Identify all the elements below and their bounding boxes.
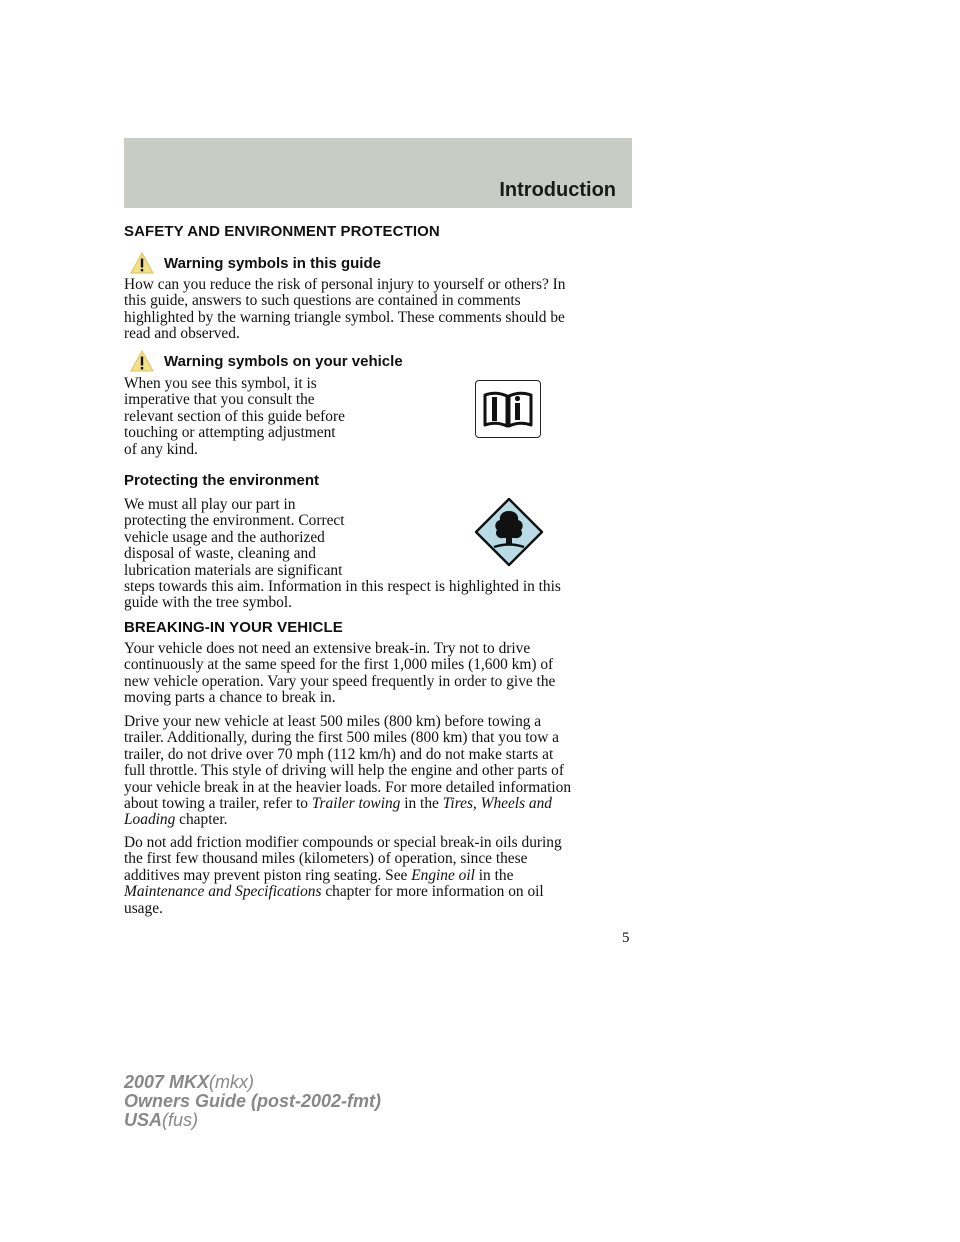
warning-guide-title: Warning symbols in this guide xyxy=(164,254,381,272)
text-line: Drive your new vehicle at least 500 miles (800 km) before towing a xyxy=(124,713,542,730)
warning-triangle-icon xyxy=(130,252,154,274)
breakin-para-2 xyxy=(124,714,624,829)
text-line xyxy=(124,884,624,900)
page-number: 5 xyxy=(622,930,630,946)
text-line: read and observed. xyxy=(124,325,240,343)
text-line: vehicle usage and the authorized xyxy=(124,528,325,546)
text-line xyxy=(124,812,624,828)
text-line xyxy=(124,796,624,812)
text-run: chapter for more information on oil xyxy=(321,883,544,901)
environment-body xyxy=(124,497,624,612)
text-line: the first few thousand miles (kilometers) of operation, since these xyxy=(124,850,528,868)
text-line: of any kind. xyxy=(124,440,198,458)
text-line: relevant section of this guide before xyxy=(124,407,345,425)
text-line: moving parts a chance to break in. xyxy=(124,689,336,707)
environment-title: Protecting the environment xyxy=(124,472,320,489)
text-line: imperative that you consult the xyxy=(124,391,315,409)
owner-manual-book-icon xyxy=(475,380,541,438)
warning-guide-body xyxy=(124,277,624,343)
text-line: protecting the environment. Correct xyxy=(124,512,345,530)
text-run: about towing a trailer, refer to xyxy=(124,795,312,813)
text-run: in the xyxy=(400,795,443,813)
text-line: Your vehicle does not need an extensive break-in. Try not to drive xyxy=(124,640,531,657)
footer-line-3 xyxy=(124,1111,381,1130)
document-footer xyxy=(124,1073,381,1130)
trailer-towing-reference: Trailer towing xyxy=(311,795,401,813)
text-line: Do not add friction modifier compounds or special break-in oils during xyxy=(124,834,562,851)
text-line: When you see this symbol, it is xyxy=(124,375,317,392)
text-line: How can you reduce the risk of personal injury to yourself or others? In xyxy=(124,276,566,293)
footer-model: 2007 MKX xyxy=(124,1072,210,1092)
tree-diamond-icon xyxy=(474,497,544,567)
text-line: disposal of waste, cleaning and xyxy=(124,545,316,563)
text-line: We must all play our part in xyxy=(124,496,296,513)
breakin-heading: BREAKING-IN YOUR VEHICLE xyxy=(124,619,343,636)
footer-market: USA xyxy=(124,1110,163,1130)
text-line: trailer. Additionally, during the first 500 miles (800 km) that you tow a xyxy=(124,729,560,747)
text-line: touching or attempting adjustment xyxy=(124,424,336,442)
warning-vehicle-body xyxy=(124,376,424,458)
section-header-band xyxy=(124,138,632,208)
text-line xyxy=(124,868,624,884)
tires-chapter-reference: Tires, Wheels and xyxy=(442,795,552,813)
footer-guide: Owners Guide (post-2002-fmt) xyxy=(124,1091,382,1111)
section-title: Introduction xyxy=(499,179,616,201)
text-line: usage. xyxy=(124,899,163,917)
text-line: this guide, answers to such questions are contained in comments xyxy=(124,292,521,310)
breakin-para-1 xyxy=(124,641,624,707)
maintenance-chapter-reference: Maintenance and Specifications xyxy=(124,883,322,901)
warning-vehicle-title: Warning symbols on your vehicle xyxy=(164,352,403,370)
text-line: continuously at the same speed for the first 1,000 miles (1,600 km) of xyxy=(124,656,554,674)
footer-line-1 xyxy=(124,1073,381,1092)
text-line: new vehicle operation. Vary your speed frequently in order to give the xyxy=(124,672,556,690)
text-run: in the xyxy=(474,866,514,884)
text-line: highlighted by the warning triangle symbol. These comments should be xyxy=(124,308,565,326)
text-line: steps towards this aim. Information in this respect is highlighted in this xyxy=(124,578,561,596)
footer-market-code: (fus) xyxy=(162,1110,199,1130)
text-line: full throttle. This style of driving will help the engine and other parts of xyxy=(124,762,564,780)
tires-chapter-reference-cont: Loading xyxy=(124,811,176,829)
footer-model-code: (mkx) xyxy=(209,1072,255,1092)
engine-oil-reference: Engine oil xyxy=(411,866,475,884)
text-run: chapter. xyxy=(175,811,228,829)
warning-vehicle-row xyxy=(130,350,403,372)
text-line: trailer, do not drive over 70 mph (112 km/h) and do not make starts at xyxy=(124,745,554,763)
text-line: guide with the tree symbol. xyxy=(124,594,292,612)
footer-line-2 xyxy=(124,1092,381,1111)
warning-guide-row xyxy=(130,252,381,274)
safety-heading: SAFETY AND ENVIRONMENT PROTECTION xyxy=(124,223,440,240)
text-run: additives may prevent piston ring seating. See xyxy=(124,866,412,884)
warning-triangle-icon xyxy=(130,350,154,372)
breakin-para-3 xyxy=(124,835,624,917)
text-line: your vehicle break in at the heavier loads. For more detailed information xyxy=(124,778,572,796)
text-line: lubrication materials are significant xyxy=(124,561,343,579)
